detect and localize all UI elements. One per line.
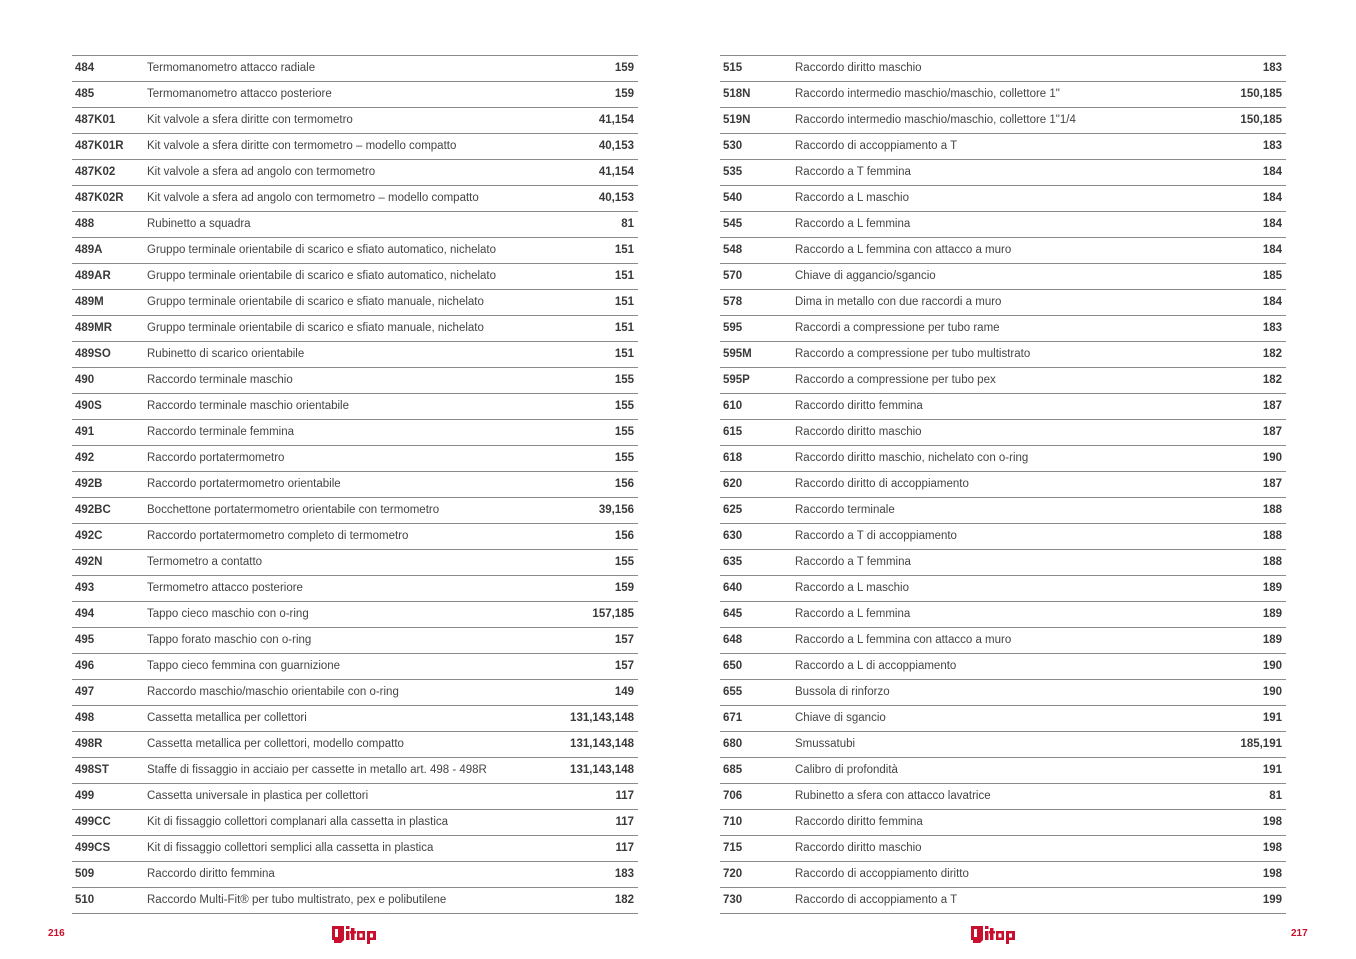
article-description: Tappo forato maschio con o-ring [147, 634, 312, 646]
page-reference: 183 [614, 868, 634, 880]
table-row [72, 862, 638, 888]
table-row [72, 836, 638, 862]
page-reference: 199 [1262, 894, 1282, 906]
table-row [720, 628, 1286, 654]
article-description: Kit valvole a sfera diritte con termometro [147, 114, 353, 126]
article-code: 578 [723, 296, 743, 308]
page-reference: 151 [614, 322, 634, 334]
article-code: 640 [723, 582, 743, 594]
article-description: Raccordo terminale [795, 504, 895, 516]
article-code: 535 [723, 166, 743, 178]
table-row [72, 186, 638, 212]
article-code: 488 [75, 218, 95, 230]
page-reference: 182 [1262, 374, 1282, 386]
article-code: 615 [723, 426, 743, 438]
article-description: Raccordo terminale femmina [147, 426, 295, 438]
page-reference: 117 [615, 816, 634, 828]
right-page [678, 0, 1356, 959]
page-reference: 190 [1262, 660, 1282, 672]
article-code: 715 [723, 842, 743, 854]
page-reference: 117 [615, 790, 634, 802]
article-description: Raccordo diritto maschio [795, 426, 922, 438]
article-code: 519N [723, 114, 751, 126]
table-row [72, 732, 638, 758]
article-description: Raccordo di accoppiamento a T [795, 894, 958, 906]
article-description: Tappo cieco maschio con o-ring [147, 608, 309, 620]
article-description: Gruppo terminale orientabile di scarico e sfiato manuale, nichelato [147, 296, 484, 308]
article-description: Raccordo a T femmina [795, 166, 911, 178]
article-code: 487K02 [75, 166, 116, 178]
article-code: 498ST [75, 764, 109, 776]
table-row [720, 576, 1286, 602]
article-code: 671 [723, 712, 743, 724]
page-reference: 184 [1262, 192, 1282, 204]
table-row [720, 420, 1286, 446]
article-code: 530 [723, 140, 743, 152]
page-reference: 189 [1262, 582, 1282, 594]
article-description: Raccordo diritto maschio [795, 842, 922, 854]
article-code: 618 [723, 452, 743, 464]
article-description: Kit valvole a sfera ad angolo con termometro [147, 166, 376, 178]
page-reference: 187 [1262, 400, 1282, 412]
article-code: 595P [723, 374, 750, 386]
table-row [72, 758, 638, 784]
table-row [720, 498, 1286, 524]
page-reference: 117 [615, 842, 634, 854]
table-row [720, 550, 1286, 576]
table-row [72, 134, 638, 160]
page-reference: 155 [614, 400, 634, 412]
table-row [720, 290, 1286, 316]
article-description: Raccordo a T femmina [795, 556, 911, 568]
page-reference: 189 [1262, 608, 1282, 620]
article-description: Calibro di profondità [795, 764, 898, 776]
table-row [720, 888, 1286, 914]
page-reference: 156 [614, 530, 634, 542]
page-reference: 188 [1262, 556, 1282, 568]
page-reference: 185,191 [1240, 738, 1282, 750]
page-reference: 187 [1262, 478, 1282, 490]
page-reference: 182 [1262, 348, 1282, 360]
page-reference: 185 [1262, 270, 1282, 282]
article-description: Kit valvole a sfera diritte con termometro – modello compatto [147, 140, 457, 152]
page-reference: 184 [1262, 166, 1282, 178]
article-code: 510 [75, 894, 95, 906]
page-reference: 191 [1262, 764, 1282, 776]
article-code: 497 [75, 686, 95, 698]
article-code: 630 [723, 530, 743, 542]
table-row [720, 836, 1286, 862]
article-code: 485 [75, 88, 95, 100]
table-row [720, 160, 1286, 186]
right-index-table [720, 55, 1286, 914]
article-description: Bussola di rinforzo [795, 686, 890, 698]
page-reference: 155 [614, 556, 634, 568]
table-row [720, 810, 1286, 836]
table-row [720, 862, 1286, 888]
article-code: 489A [75, 244, 103, 256]
article-code: 720 [723, 868, 743, 880]
left-index-table [72, 55, 638, 914]
table-row [720, 316, 1286, 342]
table-row [72, 420, 638, 446]
article-description: Raccordo a L di accoppiamento [795, 660, 957, 672]
page-reference: 184 [1262, 244, 1282, 256]
page-number: 216 [48, 928, 65, 939]
article-description: Raccordo intermedio maschio/maschio, collettore 1"1/4 [795, 114, 1076, 126]
table-row [72, 680, 638, 706]
article-code: 655 [723, 686, 743, 698]
article-code: 730 [723, 894, 743, 906]
article-description: Bocchettone portatermometro orientabile con termometro [147, 504, 440, 516]
article-description: Raccordo Multi-Fit® per tubo multistrato, pex e polibutilene [147, 894, 447, 906]
article-description: Raccordo a L femmina con attacco a muro [795, 244, 1012, 256]
table-row [720, 706, 1286, 732]
page-reference: 159 [614, 582, 634, 594]
page-reference: 188 [1262, 530, 1282, 542]
article-code: 625 [723, 504, 743, 516]
table-row [72, 602, 638, 628]
table-row [72, 472, 638, 498]
article-description: Raccordo terminale maschio orientabile [147, 400, 349, 412]
article-code: 509 [75, 868, 95, 880]
table-row [720, 238, 1286, 264]
article-description: Raccordo diritto maschio [795, 62, 922, 74]
table-row [72, 82, 638, 108]
table-row [72, 576, 638, 602]
table-row [72, 446, 638, 472]
article-code: 610 [723, 400, 743, 412]
page-reference: 151 [614, 348, 634, 360]
article-description: Raccordi a compressione per tubo rame [795, 322, 1000, 334]
article-description: Raccordo diritto femmina [147, 868, 275, 880]
page-reference: 155 [614, 426, 634, 438]
article-description: Raccordo diritto femmina [795, 400, 923, 412]
article-code: 645 [723, 608, 743, 620]
article-code: 706 [723, 790, 743, 802]
article-description: Raccordo a compressione per tubo pex [795, 374, 996, 386]
page-reference: 189 [1262, 634, 1282, 646]
article-code: 490S [75, 400, 102, 412]
table-row [720, 264, 1286, 290]
article-code: 496 [75, 660, 95, 672]
article-code: 489AR [75, 270, 111, 282]
page-reference: 131,143,148 [570, 764, 634, 776]
table-row [720, 368, 1286, 394]
table-row [72, 316, 638, 342]
page-number: 217 [1291, 928, 1308, 939]
article-code: 487K01R [75, 140, 124, 152]
page-reference: 187 [1262, 426, 1282, 438]
page-reference: 198 [1262, 842, 1282, 854]
article-description: Raccordo a L femmina [795, 608, 911, 620]
article-code: 570 [723, 270, 743, 282]
article-description: Raccordo intermedio maschio/maschio, collettore 1" [795, 88, 1060, 100]
article-code: 487K02R [75, 192, 124, 204]
article-description: Raccordo a L maschio [795, 582, 909, 594]
article-code: 710 [723, 816, 743, 828]
article-code: 545 [723, 218, 743, 230]
article-description: Kit di fissaggio collettori complanari alla cassetta in plastica [147, 816, 449, 828]
article-description: Raccordo a compressione per tubo multistrato [795, 348, 1031, 360]
article-description: Raccordo a L maschio [795, 192, 909, 204]
page-reference: 190 [1262, 452, 1282, 464]
table-row [720, 732, 1286, 758]
article-code: 515 [723, 62, 743, 74]
article-code: 489M [75, 296, 104, 308]
table-row [72, 56, 638, 82]
article-description: Kit di fissaggio collettori semplici alla cassetta in plastica [147, 842, 434, 854]
table-row [72, 238, 638, 264]
article-code: 493 [75, 582, 95, 594]
page-reference: 151 [614, 270, 634, 282]
page-reference: 188 [1262, 504, 1282, 516]
article-description: Raccordo diritto femmina [795, 816, 923, 828]
page-reference: 157 [614, 634, 634, 646]
article-description: Dima in metallo con due raccordi a muro [795, 296, 1002, 308]
article-code: 648 [723, 634, 743, 646]
article-code: 489MR [75, 322, 113, 334]
itap-logo [970, 924, 1026, 946]
article-code: 498R [75, 738, 103, 750]
table-row [72, 654, 638, 680]
article-code: 490 [75, 374, 95, 386]
table-row [720, 82, 1286, 108]
article-description: Raccordo a L femmina con attacco a muro [795, 634, 1012, 646]
page-reference: 183 [1262, 140, 1282, 152]
article-description: Raccordo di accoppiamento diritto [795, 868, 969, 880]
article-description: Smussatubi [795, 738, 856, 750]
article-description: Raccordo diritto maschio, nichelato con o-ring [795, 452, 1029, 464]
page-reference: 151 [614, 244, 634, 256]
table-row [72, 810, 638, 836]
table-row [720, 680, 1286, 706]
table-row [72, 394, 638, 420]
article-description: Gruppo terminale orientabile di scarico e sfiato automatico, nichelato [147, 244, 497, 256]
table-row [72, 264, 638, 290]
page-reference: 150,185 [1240, 88, 1282, 100]
article-description: Raccordo terminale maschio [147, 374, 293, 386]
article-code: 495 [75, 634, 95, 646]
article-description: Raccordo portatermometro [147, 452, 285, 464]
article-code: 685 [723, 764, 743, 776]
article-description: Raccordo di accoppiamento a T [795, 140, 958, 152]
page-reference: 191 [1262, 712, 1282, 724]
table-row [720, 472, 1286, 498]
article-description: Raccordo a L femmina [795, 218, 911, 230]
page-reference: 190 [1262, 686, 1282, 698]
article-description: Raccordo portatermometro orientabile [147, 478, 341, 490]
article-description: Raccordo diritto di accoppiamento [795, 478, 969, 490]
article-code: 492BC [75, 504, 111, 516]
article-description: Cassetta metallica per collettori [147, 712, 307, 724]
page-reference: 155 [614, 452, 634, 464]
article-description: Raccordo a T di accoppiamento [795, 530, 957, 542]
article-code: 492 [75, 452, 95, 464]
page-reference: 131,143,148 [570, 738, 634, 750]
article-description: Rubinetto a squadra [147, 218, 251, 230]
page-reference: 182 [614, 894, 634, 906]
table-row [720, 524, 1286, 550]
page-reference: 81 [1269, 790, 1282, 802]
page-reference: 183 [1262, 62, 1282, 74]
article-code: 595M [723, 348, 752, 360]
page-reference: 41,154 [598, 166, 634, 178]
article-description: Rubinetto di scarico orientabile [147, 348, 305, 360]
table-row [72, 706, 638, 732]
table-row [72, 108, 638, 134]
table-row [720, 108, 1286, 134]
table-row [720, 446, 1286, 472]
table-row [720, 56, 1286, 82]
page-reference: 156 [614, 478, 634, 490]
article-description: Raccordo portatermometro completo di termometro [147, 530, 409, 542]
article-description: Gruppo terminale orientabile di scarico e sfiato automatico, nichelato [147, 270, 497, 282]
page-reference: 157 [614, 660, 634, 672]
table-row [720, 784, 1286, 810]
article-description: Cassetta metallica per collettori, modello compatto [147, 738, 404, 750]
article-code: 499CC [75, 816, 111, 828]
article-description: Termomanometro attacco posteriore [147, 88, 332, 100]
table-row [720, 342, 1286, 368]
article-description: Rubinetto a sfera con attacco lavatrice [795, 790, 991, 802]
table-row [720, 134, 1286, 160]
article-code: 650 [723, 660, 743, 672]
article-description: Termometro a contatto [147, 556, 263, 568]
article-code: 498 [75, 712, 95, 724]
article-description: Cassetta universale in plastica per collettori [147, 790, 369, 802]
page-reference: 40,153 [598, 140, 634, 152]
table-row [72, 888, 638, 914]
article-code: 635 [723, 556, 743, 568]
page-reference: 155 [614, 374, 634, 386]
article-code: 492B [75, 478, 103, 490]
page-reference: 183 [1262, 322, 1282, 334]
article-description: Chiave di sgancio [795, 712, 886, 724]
page-reference: 131,143,148 [570, 712, 634, 724]
article-description: Kit valvole a sfera ad angolo con termometro – modello compatto [147, 192, 479, 204]
table-row [72, 784, 638, 810]
page-reference: 198 [1262, 868, 1282, 880]
page-reference: 159 [614, 62, 634, 74]
table-row [72, 550, 638, 576]
article-description: Staffe di fissaggio in acciaio per cassette in metallo art. 498 - 498R [147, 764, 487, 776]
page-reference: 81 [621, 218, 634, 230]
table-row [72, 368, 638, 394]
page-reference: 39,156 [598, 504, 634, 516]
article-description: Termomanometro attacco radiale [147, 62, 316, 74]
article-description: Termometro attacco posteriore [147, 582, 303, 594]
article-code: 487K01 [75, 114, 116, 126]
page-reference: 40,153 [598, 192, 634, 204]
page-reference: 157,185 [592, 608, 634, 620]
table-row [720, 394, 1286, 420]
table-row [72, 342, 638, 368]
table-row [72, 160, 638, 186]
page-reference: 184 [1262, 296, 1282, 308]
table-row [72, 212, 638, 238]
page-reference: 151 [614, 296, 634, 308]
page-reference: 184 [1262, 218, 1282, 230]
table-row [72, 628, 638, 654]
article-code: 489SO [75, 348, 111, 360]
page-reference: 41,154 [598, 114, 634, 126]
article-description: Gruppo terminale orientabile di scarico e sfiato manuale, nichelato [147, 322, 484, 334]
article-description: Raccordo maschio/maschio orientabile con o-ring [147, 686, 399, 698]
article-code: 548 [723, 244, 743, 256]
article-code: 595 [723, 322, 743, 334]
page-reference: 149 [614, 686, 634, 698]
article-code: 540 [723, 192, 743, 204]
article-code: 499 [75, 790, 95, 802]
table-row [720, 186, 1286, 212]
article-code: 492C [75, 530, 103, 542]
table-row [720, 654, 1286, 680]
page-reference: 150,185 [1240, 114, 1282, 126]
article-code: 680 [723, 738, 743, 750]
article-code: 492N [75, 556, 103, 568]
article-code: 491 [75, 426, 95, 438]
article-code: 620 [723, 478, 743, 490]
article-description: Tappo cieco femmina con guarnizione [147, 660, 341, 672]
article-code: 518N [723, 88, 751, 100]
article-description: Chiave di aggancio/sgancio [795, 270, 936, 282]
article-code: 494 [75, 608, 95, 620]
page-reference: 198 [1262, 816, 1282, 828]
table-row [720, 602, 1286, 628]
table-row [720, 758, 1286, 784]
table-row [720, 212, 1286, 238]
table-row [72, 498, 638, 524]
table-row [72, 290, 638, 316]
page-reference: 159 [614, 88, 634, 100]
table-row [72, 524, 638, 550]
article-code: 484 [75, 62, 95, 74]
article-code: 499CS [75, 842, 111, 854]
itap-logo [331, 924, 387, 946]
